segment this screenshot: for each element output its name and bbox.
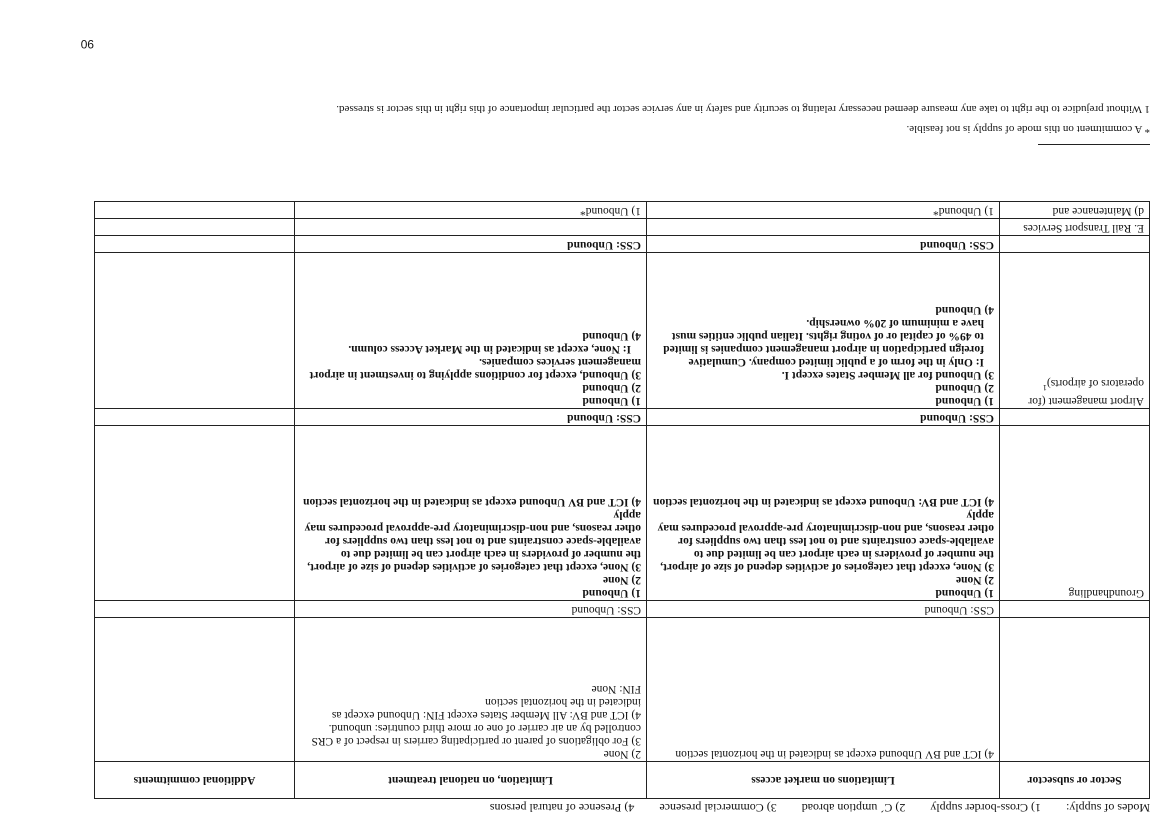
market-mode-3-italy: I: Only in the form of a public limited company. Cumulative foreign participation in airport management companies is limited to 49% of capital or of voting rights. Italian public entities must have a minimum of 20% ownership. bbox=[663, 317, 984, 368]
national-mode-3: 3) Unbound, except for conditions applying to investment in airport management services companies. bbox=[309, 356, 641, 381]
table-row bbox=[95, 618, 1150, 762]
table-row bbox=[95, 253, 1150, 409]
sector-airport-management: Airport management (for operators of airports)$^1$ bbox=[1000, 253, 1150, 409]
market-mode-4: 4) Unbound bbox=[935, 304, 994, 316]
header-sector: Sector or subsector bbox=[1000, 762, 1150, 799]
footnote-one: 1 Without prejudice to the right to take any measure deemed necessary relating to security and safety in any service sector the particular importance of this right in this sector is stressed. bbox=[336, 103, 1150, 115]
market-mode-1: 1) Unbound bbox=[935, 395, 994, 407]
market-mode-3: 3) None, except that categories of activities depend of size of airport, the number of providers in each airport can be limited due to available-space constraints and to not less than two suppliers for other reasons, and non-discriminatory pre-approval procedures may apply bbox=[657, 509, 994, 573]
market-mode-4: 4) ICT and BV Unbound except as indicated in the horizontal section bbox=[675, 748, 994, 760]
national-mode-2: 2) Unbound bbox=[582, 382, 641, 394]
header-row bbox=[95, 762, 1150, 799]
table-row bbox=[95, 236, 1150, 253]
footnote-star: * A commitment on this mode of supply is not feasible. bbox=[906, 123, 1150, 135]
market-cell bbox=[647, 253, 1000, 409]
market-cell bbox=[647, 426, 1000, 601]
footnote-divider bbox=[1038, 144, 1150, 145]
header-additional: Additional commitments bbox=[95, 762, 295, 799]
table-row bbox=[95, 601, 1150, 618]
national-mode-2: 2) None bbox=[602, 574, 641, 586]
national-mode-1: 1) Unbound* bbox=[295, 202, 647, 219]
page-number: 90 bbox=[80, 37, 94, 51]
market-mode-2: 2) None bbox=[955, 574, 994, 586]
market-mode-3: 3) Unbound for all Member States except I. bbox=[781, 369, 994, 381]
commitments-table bbox=[94, 201, 1150, 799]
modes-label: Modes of supply: bbox=[1066, 801, 1150, 815]
market-mode-4: 4) ICT and BV: Unbound except as indicated in the horizontal section bbox=[653, 496, 994, 508]
header-market-access: Limitations on market access bbox=[647, 762, 1000, 799]
table-row bbox=[95, 426, 1150, 601]
market-mode-2: 2) Unbound bbox=[935, 382, 994, 394]
national-mode-1: 1) Unbound bbox=[582, 395, 641, 407]
css-national: CSS: Unbound bbox=[295, 409, 647, 426]
mode-4: 4) Presence of natural persons bbox=[489, 801, 635, 815]
national-mode-4-fin: FIN: None bbox=[591, 683, 641, 695]
table-row bbox=[95, 409, 1150, 426]
table-row bbox=[95, 202, 1150, 219]
national-mode-3: 3) None, except that categories of activities depend of size of airport, the number of providers in each airport can be limited due to available-space constraints and to not less than two suppliers for other reasons, and non-discriminatory pre-approval procedures may apply bbox=[304, 509, 641, 573]
table-row bbox=[95, 219, 1150, 236]
market-cell bbox=[647, 618, 1000, 762]
css-national: CSS: Unbound bbox=[295, 601, 647, 618]
modes-of-supply bbox=[468, 800, 1150, 815]
sector-maintenance: d) Maintenance and bbox=[1000, 202, 1150, 219]
additional-cell bbox=[95, 618, 295, 762]
mode-1: 1) Cross-border supply bbox=[930, 801, 1041, 815]
css-market: CSS: Unbound bbox=[647, 236, 1000, 253]
css-market: CSS: Unbound bbox=[647, 601, 1000, 618]
market-mode-1: 1) Unbound* bbox=[647, 202, 1000, 219]
national-cell bbox=[295, 426, 647, 601]
sector-groundhandling: Groundhandling bbox=[1000, 426, 1150, 601]
sector-rail-transport: E. Rail Transport Services bbox=[1000, 219, 1150, 236]
market-mode-1: 1) Unbound bbox=[935, 587, 994, 599]
mode-2: 2) C´ umption abroad bbox=[801, 801, 906, 815]
css-market: CSS: Unbound bbox=[647, 409, 1000, 426]
national-mode-4: 4) ICT and BV: All Member States except FIN: Unbound except as indicated in the horizontal section bbox=[331, 696, 641, 721]
sector-cell bbox=[1000, 618, 1150, 762]
header-national-treatment: Limitation, on national treatment bbox=[295, 762, 647, 799]
footnote-ref: 1 bbox=[1042, 383, 1047, 392]
mode-3: 3) Commercial presence bbox=[659, 801, 777, 815]
national-mode-4: 4) Unbound bbox=[582, 330, 641, 342]
national-cell bbox=[295, 618, 647, 762]
national-mode-1: 1) Unbound bbox=[582, 587, 641, 599]
national-mode-4: 4) ICT and BV Unbound except as indicated in the horizontal section bbox=[303, 496, 641, 508]
css-national: CSS: Unbound bbox=[295, 236, 647, 253]
national-mode-3: 3) For obligations of parent or participating carriers in respect of a CRS controlled by an air carrier of one or more third countries: unbound. bbox=[311, 722, 641, 747]
national-mode-3-italy: I: None, except as indicated in the Market Access column. bbox=[348, 343, 631, 355]
national-mode-2: 2) None bbox=[603, 748, 641, 760]
national-cell bbox=[295, 253, 647, 409]
